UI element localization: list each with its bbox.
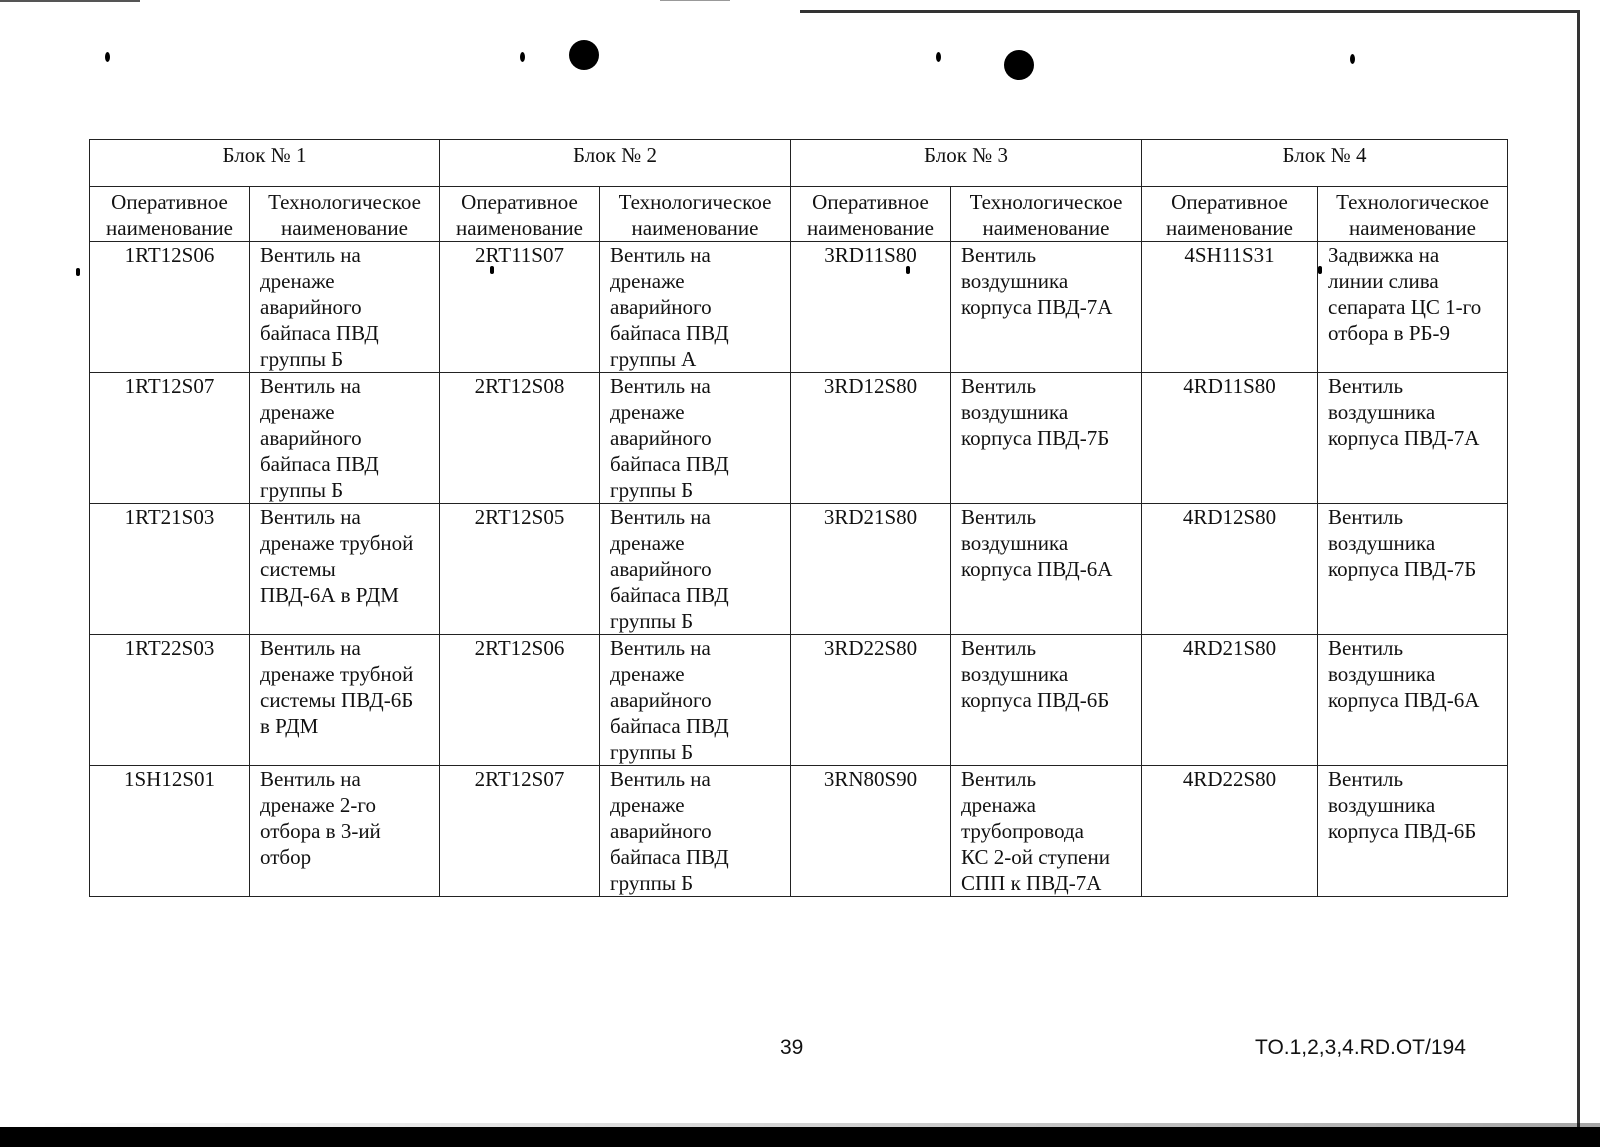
operative-code-cell: 4RD22S80	[1142, 766, 1318, 897]
punch-hole	[1004, 50, 1034, 80]
block-2-header: Блок № 2	[440, 140, 791, 187]
operative-code-cell: 3RD22S80	[791, 635, 951, 766]
technological-name-cell: Вентиль на дренаже трубной системы ПВД-6Б в РДМ	[250, 635, 440, 766]
column-header-row	[90, 187, 1508, 242]
operative-code-cell: 4RD21S80	[1142, 635, 1318, 766]
table-row	[90, 242, 1508, 373]
column-header-operative: Оперативное наименование	[440, 187, 600, 242]
equipment-table	[89, 139, 1508, 897]
operative-code-cell: 1SH12S01	[90, 766, 250, 897]
punch-hole-mark	[1350, 54, 1355, 64]
technological-name-cell: Вентиль воздушника корпуса ПВД-7А	[951, 242, 1142, 373]
technological-name-cell: Вентиль на дренаже 2-го отбора в 3-ий отбор	[250, 766, 440, 897]
operative-code-cell: 1RT22S03	[90, 635, 250, 766]
technological-name-cell: Вентиль на дренаже аварийного байпаса ПВД группы Б	[250, 373, 440, 504]
column-header-operative: Оперативное наименование	[791, 187, 951, 242]
punch-hole-mark	[936, 52, 941, 62]
column-header-technological: Технологическое наименование	[600, 187, 791, 242]
column-header-operative: Оперативное наименование	[90, 187, 250, 242]
technological-name-cell: Вентиль дренажа трубопровода КС 2-ой ступени СПП к ПВД-7А	[951, 766, 1142, 897]
operative-code-cell: 4RD11S80	[1142, 373, 1318, 504]
technological-name-cell: Вентиль воздушника корпуса ПВД-6Б	[951, 635, 1142, 766]
scan-bottom-edge	[0, 1127, 1600, 1147]
page-number: 39	[780, 1036, 804, 1059]
operative-code-cell: 2RT11S07	[440, 242, 600, 373]
scan-edge-line	[1577, 10, 1580, 1147]
punch-hole	[569, 40, 599, 70]
table-row	[90, 504, 1508, 635]
operative-code-cell: 2RT12S08	[440, 373, 600, 504]
table-row	[90, 766, 1508, 897]
block-4-header: Блок № 4	[1142, 140, 1508, 187]
column-header-technological: Технологическое наименование	[250, 187, 440, 242]
operative-code-cell: 1RT12S06	[90, 242, 250, 373]
technological-name-cell: Вентиль на дренаже аварийного байпаса ПВД группы Б	[600, 373, 791, 504]
operative-code-cell: 4SH11S31	[1142, 242, 1318, 373]
punch-hole-mark	[520, 52, 525, 62]
scan-speck	[76, 268, 80, 276]
technological-name-cell: Задвижка на линии слива сепарата ЦС 1-го отбора в РБ-9	[1318, 242, 1508, 373]
technological-name-cell: Вентиль на дренаже аварийного байпаса ПВД группы А	[600, 242, 791, 373]
operative-code-cell: 2RT12S07	[440, 766, 600, 897]
technological-name-cell: Вентиль на дренаже аварийного байпаса ПВД группы Б	[600, 635, 791, 766]
operative-code-cell: 4RD12S80	[1142, 504, 1318, 635]
column-header-technological: Технологическое наименование	[951, 187, 1142, 242]
scan-edge-line	[660, 0, 730, 1]
table-row	[90, 635, 1508, 766]
operative-code-cell: 2RT12S06	[440, 635, 600, 766]
technological-name-cell: Вентиль воздушника корпуса ПВД-6А	[951, 504, 1142, 635]
block-3-header: Блок № 3	[791, 140, 1142, 187]
operative-code-cell: 3RN80S90	[791, 766, 951, 897]
operative-code-cell: 1RT21S03	[90, 504, 250, 635]
technological-name-cell: Вентиль на дренаже аварийного байпаса ПВД группы Б	[250, 242, 440, 373]
block-1-header: Блок № 1	[90, 140, 440, 187]
technological-name-cell: Вентиль на дренаже трубной системы ПВД-6А в РДМ	[250, 504, 440, 635]
column-header-technological: Технологическое наименование	[1318, 187, 1508, 242]
technological-name-cell: Вентиль воздушника корпуса ПВД-6Б	[1318, 766, 1508, 897]
operative-code-cell: 3RD12S80	[791, 373, 951, 504]
technological-name-cell: Вентиль на дренаже аварийного байпаса ПВД группы Б	[600, 766, 791, 897]
document-id: TO.1,2,3,4.RD.OT/194	[1255, 1036, 1466, 1059]
scan-edge-line	[0, 0, 140, 2]
technological-name-cell: Вентиль на дренаже аварийного байпаса ПВД группы Б	[600, 504, 791, 635]
operative-code-cell: 3RD11S80	[791, 242, 951, 373]
block-header-row	[90, 140, 1508, 187]
technological-name-cell: Вентиль воздушника корпуса ПВД-6А	[1318, 635, 1508, 766]
technological-name-cell: Вентиль воздушника корпуса ПВД-7Б	[951, 373, 1142, 504]
punch-hole-mark	[105, 52, 110, 62]
table-row	[90, 373, 1508, 504]
scan-edge-line	[800, 10, 1580, 13]
technological-name-cell: Вентиль воздушника корпуса ПВД-7Б	[1318, 504, 1508, 635]
operative-code-cell: 1RT12S07	[90, 373, 250, 504]
technological-name-cell: Вентиль воздушника корпуса ПВД-7А	[1318, 373, 1508, 504]
column-header-operative: Оперативное наименование	[1142, 187, 1318, 242]
operative-code-cell: 3RD21S80	[791, 504, 951, 635]
operative-code-cell: 2RT12S05	[440, 504, 600, 635]
